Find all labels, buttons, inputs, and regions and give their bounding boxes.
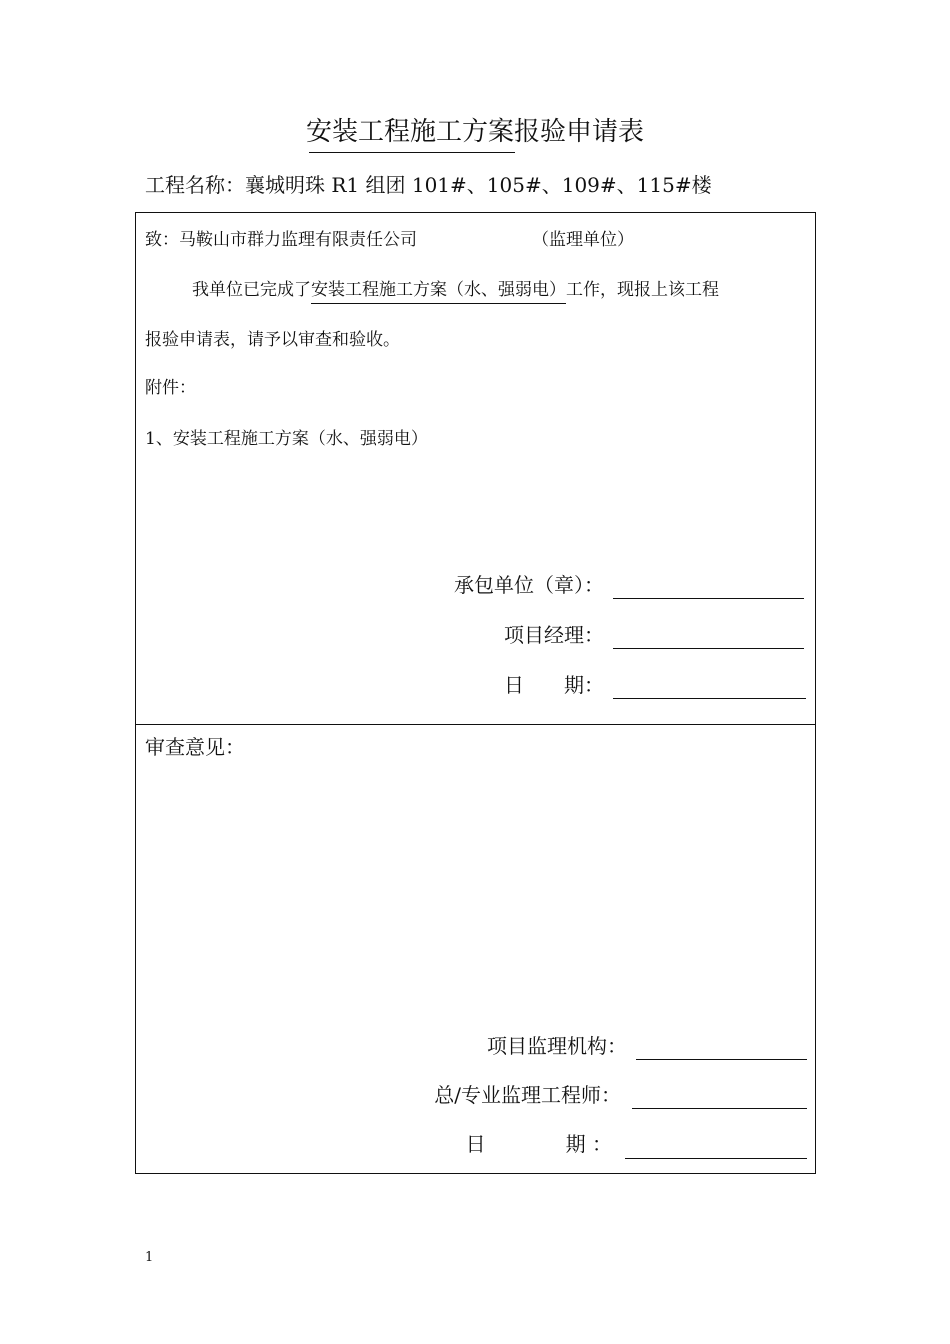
review-date-line bbox=[625, 1158, 807, 1159]
body-suffix: 工作，现报上该工程 bbox=[566, 280, 719, 300]
review-date-label: 日 期 ： bbox=[465, 1132, 612, 1156]
body-filled-field: 安装工程施工方案（水、强弱电） bbox=[311, 277, 566, 304]
page-number: 1 bbox=[145, 1250, 154, 1265]
attachments-label: 附件： bbox=[145, 378, 196, 398]
application-body-line1 bbox=[192, 277, 719, 304]
contractor-signature-line bbox=[613, 598, 804, 599]
review-opinion-label: 审查意见： bbox=[145, 735, 245, 759]
application-date-line bbox=[613, 698, 806, 699]
title-underline bbox=[309, 152, 515, 153]
form-title: 安装工程施工方案报验申请表 bbox=[305, 117, 644, 147]
body-prefix: 我单位已完成了 bbox=[192, 280, 311, 300]
application-date-label: 日 期： bbox=[504, 673, 604, 697]
engineer-signature-line bbox=[632, 1108, 807, 1109]
agency-signature-line bbox=[636, 1059, 807, 1060]
addressee: 致：马鞍山市群力监理有限责任公司 bbox=[145, 230, 417, 250]
manager-label: 项目经理： bbox=[504, 623, 604, 647]
application-body-line2: 报验申请表，请予以审查和验收。 bbox=[145, 330, 400, 350]
supervision-agency-label: 项目监理机构： bbox=[487, 1034, 627, 1058]
project-name: 工程名称：襄城明珠 R1 组团 101#、105#、109#、115#楼 bbox=[145, 173, 712, 197]
addressee-role: （监理单位） bbox=[532, 230, 634, 250]
contractor-label: 承包单位（章）： bbox=[454, 573, 604, 597]
manager-signature-line bbox=[613, 648, 804, 649]
attachment-item: 1、安装工程施工方案（水、强弱电） bbox=[145, 429, 428, 449]
supervising-engineer-label: 总/专业监理工程师： bbox=[434, 1083, 621, 1107]
